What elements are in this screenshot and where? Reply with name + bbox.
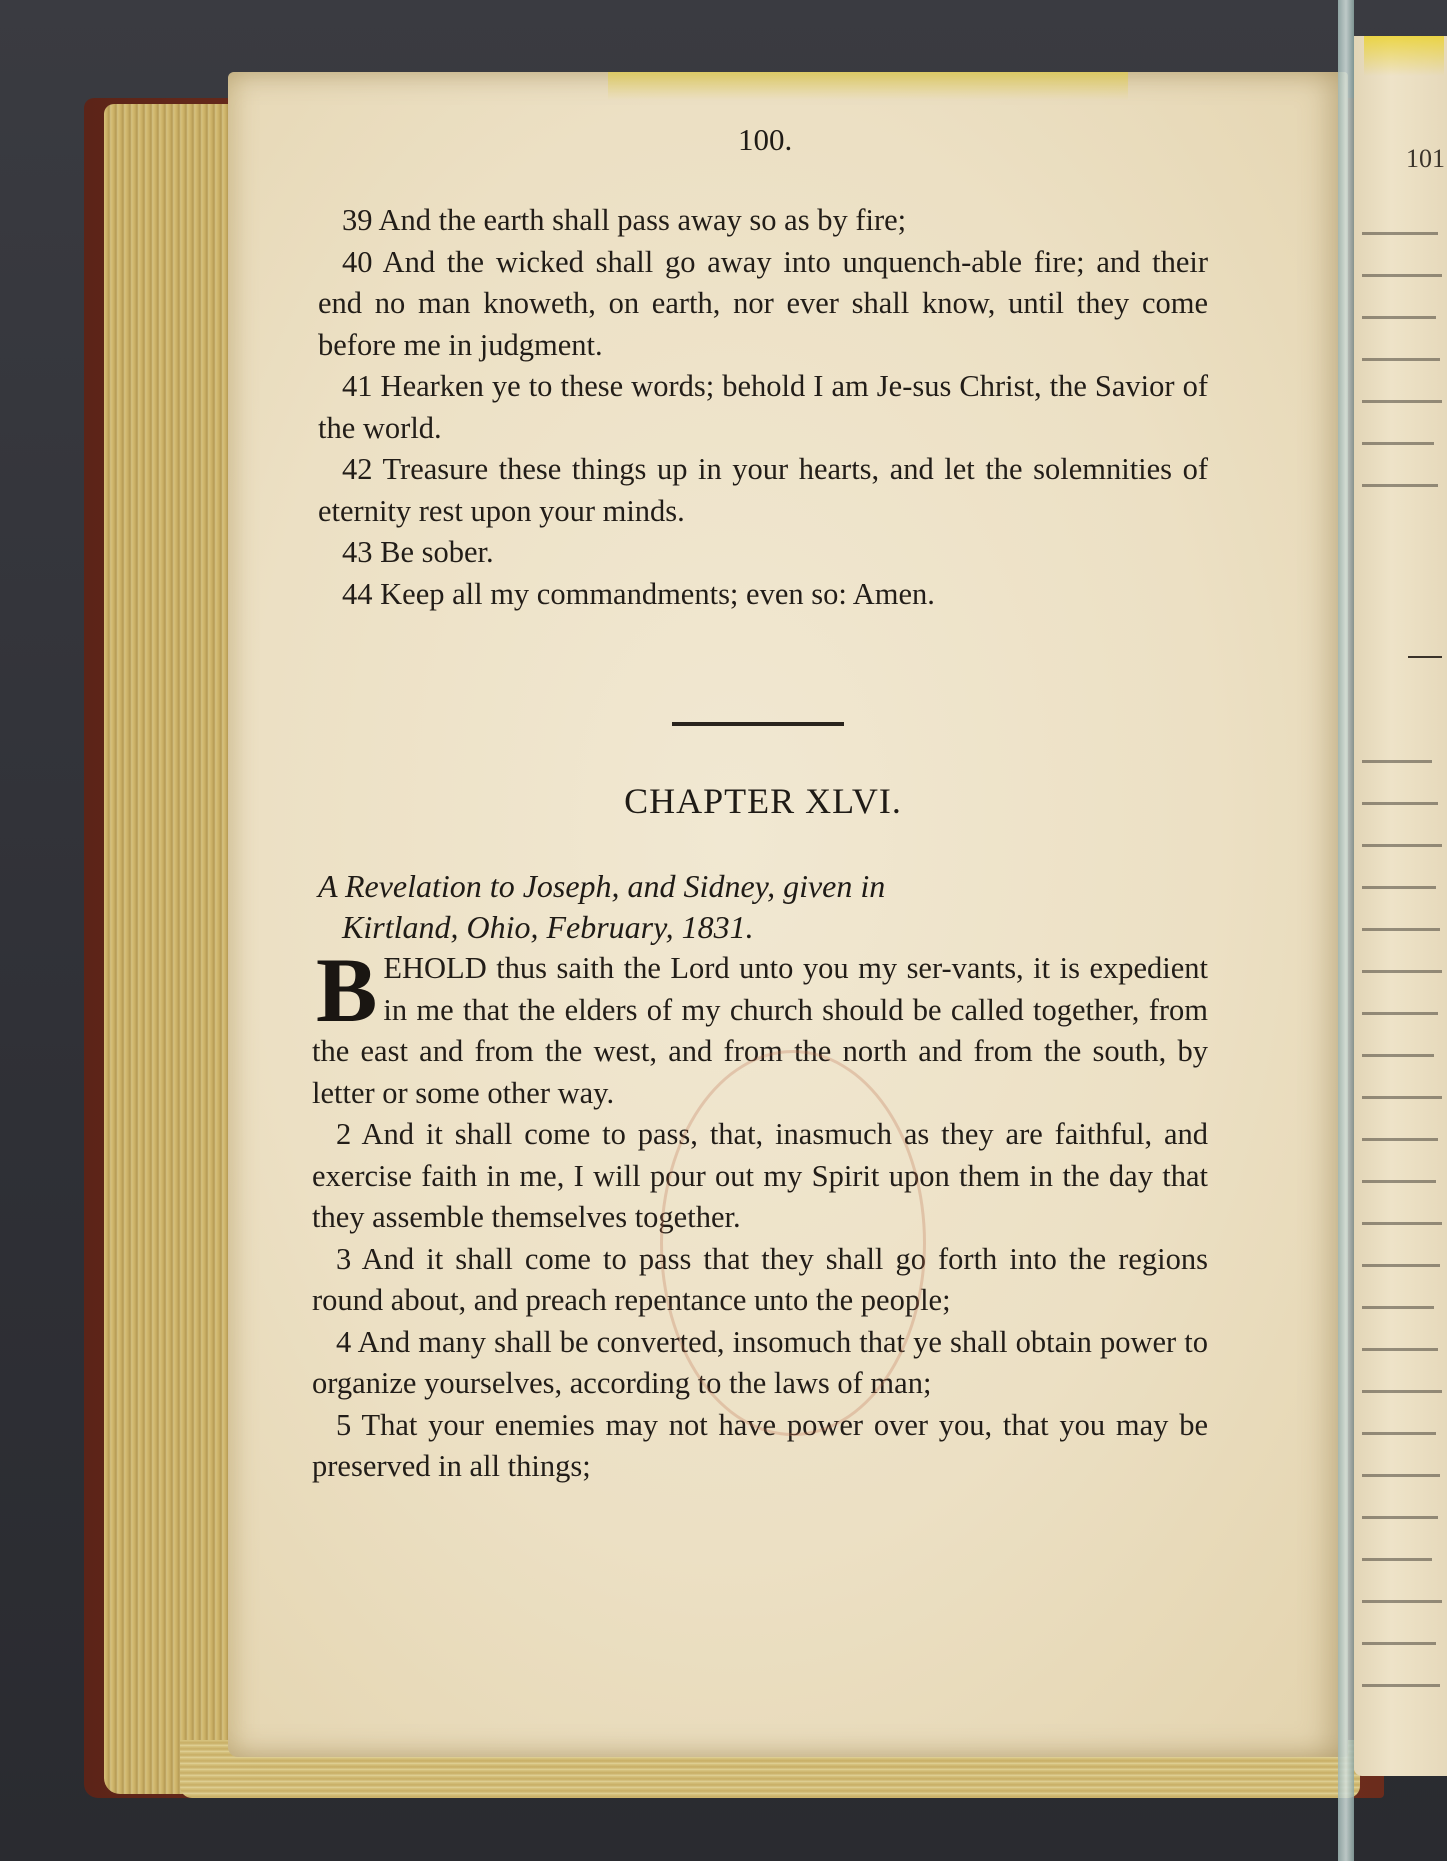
verse-number: 41 [342,369,373,403]
verse [318,366,1208,449]
facing-page [1354,36,1447,1776]
chapter-title: CHAPTER XLVI. [624,781,902,821]
verse [312,1322,1208,1405]
verse-text: Hearken ye to these words; behold I am Je-sus Christ, the Savior of the world. [318,369,1208,445]
facing-page-number: 101 [1406,144,1445,173]
verse-text: And it shall come to pass that they shall go forth into the regions round about, and preach repentance unto the people; [312,1241,1208,1317]
verse-number: 44 [342,576,373,611]
verse-text: That your enemies may not have power over you, that you may be preserved in all things; [312,1407,1208,1483]
verse-number: 39 [342,203,373,237]
verse-text: And it shall come to pass, that, inasmuch as they are faithful, and exercise faith in me, I will pour out my Spirit upon them in the day that they assemble themselves together. [312,1117,1208,1234]
section-divider [672,722,844,726]
page-number: 100. [738,122,793,157]
page-edges-left [104,104,244,1794]
verse [312,1114,1208,1239]
verse-number: 5 [336,1407,352,1442]
verse-number: 4 [336,1324,352,1359]
chapter-heading-line-2: Kirtland, Ohio, February, 1831. [342,909,754,945]
verse-number: 40 [342,244,373,279]
verse [318,574,1208,616]
chapter-heading-line-1: A Revelation to Joseph, and Sidney, given in [318,868,886,904]
verse-text: Be sober. [380,535,494,569]
verse [318,242,1208,367]
verse-text: EHOLD thus saith the Lord unto you my ser-vants, it is expedient in me that the elders of my church should be called together, from the east and from the west, and from the north and from the south, by letter or some other way. [312,951,1208,1110]
verse-text: And the earth shall pass away so as by fire; [378,203,907,237]
chapter-heading [318,866,1208,948]
verse-text: And the wicked shall go away into unquench-able fire; and their end no man knoweth, on earth, nor ever shall know, until they come before me in judgment. [318,244,1208,362]
verse-text: Treasure these things up in your hearts, and let the solemnities of eternity rest upon your minds. [318,452,1209,528]
verse [312,1405,1208,1488]
verse-text: Keep all my commandments; even so: Amen. [380,576,935,611]
chapter-body [312,939,1208,1488]
verse [318,532,1208,574]
verse-first [312,939,1208,1114]
verse-text: And many shall be converted, insomuch that ye shall obtain power to organize yourselves, according to the laws of man; [312,1324,1208,1400]
glass-plate-edge [1338,0,1354,1861]
verse-number: 3 [336,1241,352,1276]
drop-cap: B [316,939,378,1041]
page-top-tint [608,72,1128,100]
verse-number: 43 [342,535,373,569]
verses-top [318,200,1208,615]
verse-number: 2 [336,1117,352,1151]
verse [312,1239,1208,1322]
verse-number: 42 [342,452,373,486]
verse [318,200,1208,242]
verse [318,449,1208,532]
